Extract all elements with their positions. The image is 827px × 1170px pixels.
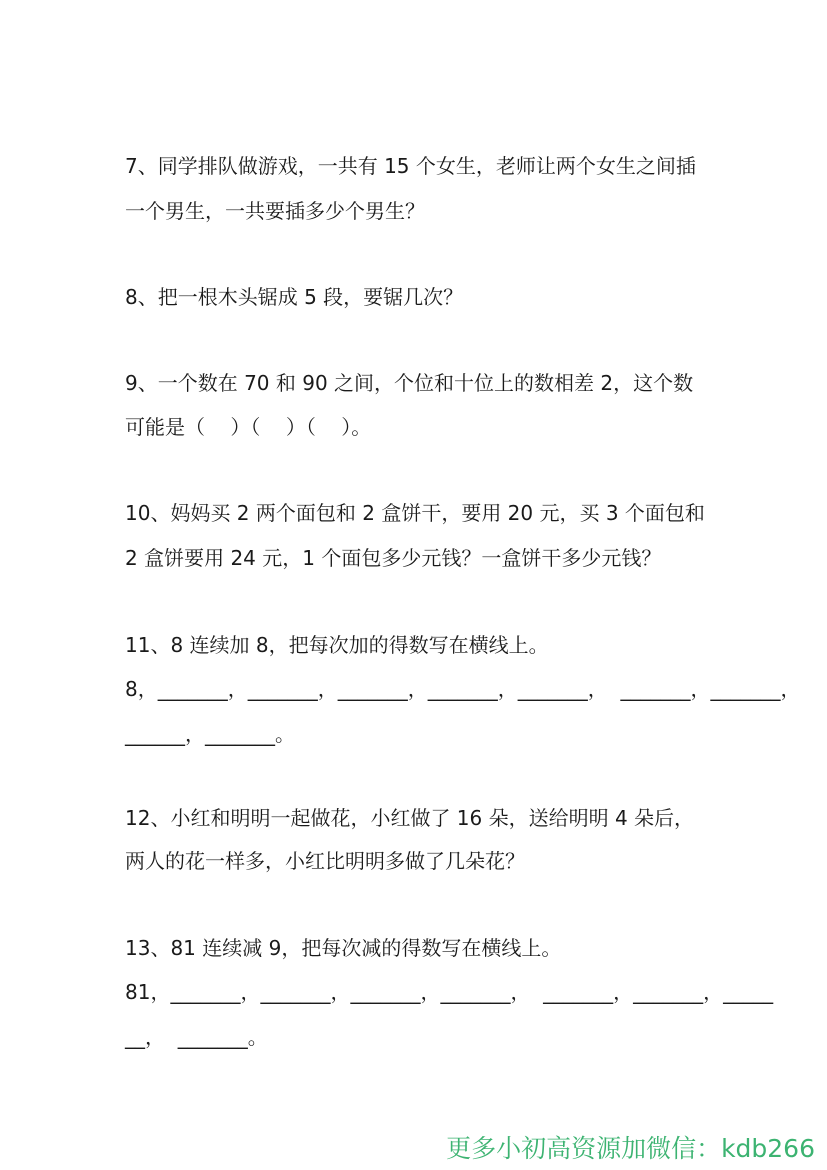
- question-13-answer-line-1: 81，_______，_______，_______，_______， _______，_______，_____: [125, 980, 774, 1004]
- question-7-line-2: 一个男生，一共要插多少个男生？: [125, 199, 425, 223]
- question-10-line-2: 2 盒饼要用 24 元，1 个面包多少元钱？一盒饼干多少元钱？: [125, 546, 662, 570]
- question-12-line-2: 两人的花一样多，小红比明明多做了几朵花？: [125, 849, 525, 873]
- footer-watermark: 更多小初高资源加微信：kdb266: [446, 1134, 815, 1163]
- question-9-line-1: 9、一个数在 70 和 90 之间，个位和十位上的数相差 2，这个数: [125, 371, 694, 395]
- question-8-line-1: 8、把一根木头锯成 5 段，要锯几次？: [125, 285, 464, 309]
- question-11-answer-line-2: ______，_______。: [125, 722, 295, 746]
- question-10-line-1: 10、妈妈买 2 两个面包和 2 盒饼干，要用 20 元，买 3 个面包和: [125, 501, 705, 525]
- question-12-line-1: 12、小红和明明一起做花，小红做了 16 朵，送给明明 4 朵后，: [125, 806, 695, 830]
- question-11-answer-line-1: 8，_______，_______，_______，_______，_______， _______，_______，: [125, 677, 801, 701]
- question-13-answer-line-2: __， _______。: [125, 1025, 268, 1049]
- question-11-line-1: 11、8 连续加 8，把每次加的得数写在横线上。: [125, 633, 549, 657]
- question-13-line-1: 13、81 连续减 9，把每次减的得数写在横线上。: [125, 936, 562, 960]
- question-9-line-2: 可能是（ ）（ ）（ ）。: [125, 415, 372, 439]
- question-7-line-1: 7、同学排队做游戏，一共有 15 个女生，老师让两个女生之间插: [125, 154, 696, 178]
